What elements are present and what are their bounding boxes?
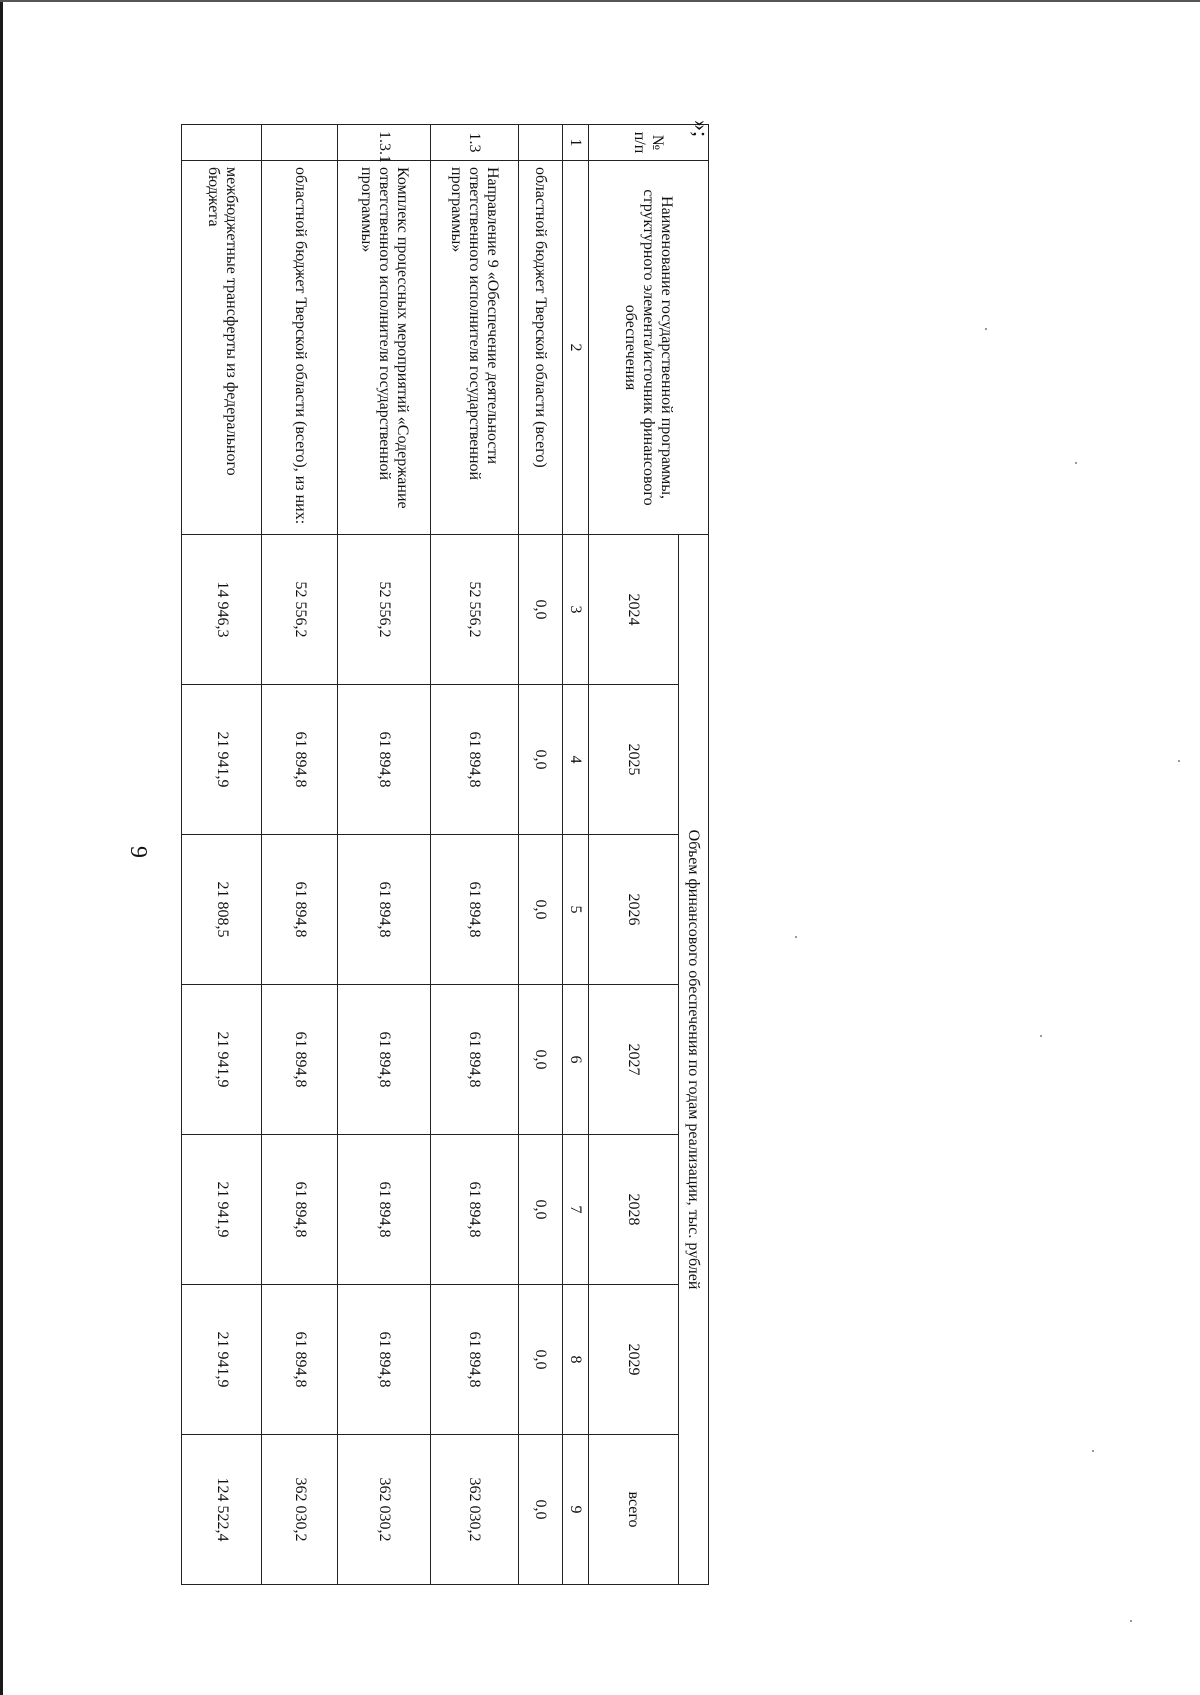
row-total: 124 522,4 — [182, 1435, 262, 1585]
row-value: 52 556,2 — [338, 535, 430, 685]
column-index: 1 — [562, 125, 588, 161]
header-total: всего — [588, 1435, 678, 1585]
row-num: 1.3 — [430, 125, 518, 161]
table-row — [338, 125, 430, 1585]
scan-speck — [1040, 1035, 1042, 1037]
row-value: 61 894,8 — [430, 1285, 518, 1435]
row-value: 0,0 — [518, 985, 562, 1135]
row-name: областной бюджет Тверской области (всего) — [518, 161, 562, 535]
row-value: 61 894,8 — [430, 1135, 518, 1285]
financing-table — [181, 124, 709, 1585]
row-value: 61 894,8 — [262, 1135, 338, 1285]
scan-speck — [1178, 760, 1180, 762]
column-index-row — [562, 125, 588, 1585]
scan-edge — [0, 0, 3, 1695]
scan-speck — [985, 328, 987, 330]
header-num: № п/п — [588, 125, 708, 161]
row-value: 0,0 — [518, 535, 562, 685]
row-value: 61 894,8 — [262, 985, 338, 1135]
row-value: 21 941,9 — [182, 685, 262, 835]
row-value: 0,0 — [518, 1285, 562, 1435]
row-total: 0,0 — [518, 1435, 562, 1585]
row-total: 362 030,2 — [430, 1435, 518, 1585]
scan-speck — [795, 936, 797, 938]
header-year: 2025 — [588, 685, 678, 835]
row-value: 52 556,2 — [430, 535, 518, 685]
column-index: 9 — [562, 1435, 588, 1585]
header-year: 2027 — [588, 985, 678, 1135]
row-value: 61 894,8 — [430, 985, 518, 1135]
table-row — [182, 125, 262, 1585]
row-num — [182, 125, 262, 161]
table-row — [430, 125, 518, 1585]
row-value: 0,0 — [518, 685, 562, 835]
row-value: 21 808,5 — [182, 835, 262, 985]
row-value: 61 894,8 — [262, 1285, 338, 1435]
row-num — [262, 125, 338, 161]
row-name: межбюджетные трансферты из федерального бюджета — [182, 161, 262, 535]
header-financing-group: Объем финансового обеспечения по годам реализации, тыс. рублей — [678, 535, 708, 1585]
row-name: областной бюджет Тверской области (всего), из них: — [262, 161, 338, 535]
row-value: 21 941,9 — [182, 985, 262, 1135]
header-year: 2028 — [588, 1135, 678, 1285]
table-row — [518, 125, 562, 1585]
column-index: 3 — [562, 535, 588, 685]
row-value: 61 894,8 — [430, 835, 518, 985]
row-value: 61 894,8 — [262, 835, 338, 985]
scan-edge-top — [0, 0, 1200, 2]
column-index: 7 — [562, 1135, 588, 1285]
column-index: 4 — [562, 685, 588, 835]
closing-quote-mark: »; — [689, 120, 714, 138]
header-year: 2024 — [588, 535, 678, 685]
table-row — [262, 125, 338, 1585]
scan-speck — [1130, 1620, 1132, 1622]
column-index: 2 — [562, 161, 588, 535]
scan-speck — [1092, 1450, 1094, 1452]
column-index: 6 — [562, 985, 588, 1135]
row-name: Направление 9 «Обеспечение деятельности ответственного исполнителя государственной программы» — [430, 161, 518, 535]
column-index: 8 — [562, 1285, 588, 1435]
row-value: 61 894,8 — [338, 1285, 430, 1435]
row-value: 61 894,8 — [338, 985, 430, 1135]
rotated-table-container — [181, 124, 709, 1584]
row-num — [518, 125, 562, 161]
row-name: Комплекс процессных мероприятий «Содержание ответственного исполнителя государственной программы» — [338, 161, 430, 535]
row-value: 14 946,3 — [182, 535, 262, 685]
row-value: 21 941,9 — [182, 1135, 262, 1285]
row-value: 61 894,8 — [262, 685, 338, 835]
header-year: 2026 — [588, 835, 678, 985]
row-value: 61 894,8 — [338, 1135, 430, 1285]
row-value: 52 556,2 — [262, 535, 338, 685]
column-index: 5 — [562, 835, 588, 985]
header-name: Наименование государственной программы, структурного элемента/источник финансового обеспечения — [588, 161, 708, 535]
row-value: 21 941,9 — [182, 1285, 262, 1435]
row-total: 362 030,2 — [338, 1435, 430, 1585]
header-year: 2029 — [588, 1285, 678, 1435]
row-value: 61 894,8 — [338, 835, 430, 985]
row-value: 0,0 — [518, 835, 562, 985]
row-total: 362 030,2 — [262, 1435, 338, 1585]
row-value: 61 894,8 — [338, 685, 430, 835]
page-number: 9 — [125, 846, 151, 858]
row-value: 61 894,8 — [430, 685, 518, 835]
scan-speck — [1075, 462, 1077, 464]
row-num: 1.3.1 — [338, 125, 430, 161]
row-value: 0,0 — [518, 1135, 562, 1285]
